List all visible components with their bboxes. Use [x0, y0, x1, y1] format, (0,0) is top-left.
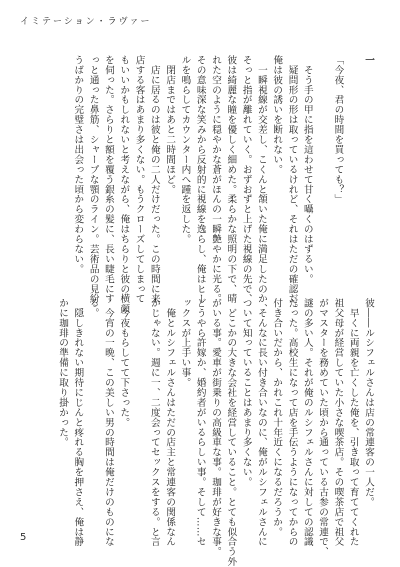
text-line: うばかりの完璧さは出会った頃から変わらない。 [72, 55, 84, 274]
text-line: だった。高校生になって店を手伝うようになってからの [286, 298, 298, 547]
text-line: ックスが上手い事。 [179, 298, 191, 388]
text-line: 店する客はあまり多くない。もうクローズしてしまって [133, 55, 145, 304]
text-line: ルを鳴らしてカウンター内へ踵を返した。 [179, 55, 191, 245]
text-line: れた空のように穏やかな蒼がほんの一瞬艶やかに光る。 [210, 55, 222, 304]
text-line: っと通った鼻筋、シャープな顎のライン。芸術品の見紛 [87, 55, 99, 304]
text-line: を伺った。さらりと額を覆う銀糸の髪に、長い睫毛にす [102, 55, 114, 304]
text-line: がマスターを務めていた頃から通っている古参の常連で、 [317, 298, 329, 557]
text-line [315, 55, 330, 287]
page-number: 5 [20, 532, 27, 543]
text-line: かじゃない。週に一、二度会ってセックスをする。と言 [148, 298, 160, 547]
text-line: かに珈琲の準備に取り掛かった。 [57, 298, 69, 448]
text-line: どこかの大きな会社を経営していること。とても似合う外 [225, 298, 237, 567]
text-line: がいる事。愛車が街乗りの高級車な事。珈琲が好きな事。 [210, 298, 222, 557]
text-line: 一瞬視線が交差し、こくんと頷いた俺に満足したのか、 [255, 55, 267, 314]
text-line: 彼――ルシフェルさんは店の常連客の一人だ。 [363, 298, 374, 507]
text-line: 今宵の一晩、この美しい男の時間は俺だけのものにな [102, 298, 114, 547]
text-line: 今夜もらしてて下さった。 [118, 298, 130, 428]
text-line: 謎の多い人。それが俺のルシフェルさんに対しての認識 [301, 298, 313, 547]
text-line [345, 55, 360, 287]
text-line [131, 298, 146, 530]
text-line: 隠しきれない期待にじんと疼れる胸を押さえ、俺は静 [72, 298, 84, 547]
text-line: その意味深な笑みから反射的に視線を逸らし、俺はヒー [194, 55, 206, 304]
text-line: ついて知っていることはあまり多くない。 [240, 298, 252, 488]
text-line: 閉店まではあと二時間ほど。 [164, 55, 176, 195]
section-number: 一 [363, 55, 374, 65]
text-line: そっと指が離れていく。おずおずと上げた視線の先で、 [240, 55, 252, 304]
text-line: 「今夜、君の時間を買っても？」 [332, 55, 344, 205]
text-line: 店に居るのは彼と俺の二人だけだった。この時間に来 [148, 55, 160, 304]
text-line: そんなに長い付き合いなのに、俺がルシフェルさんに [255, 298, 267, 547]
lower-text-block [55, 298, 376, 567]
text-line: 祖父母が経営していた小さな喫茶店。その喫茶店で祖父 [332, 298, 344, 547]
text-line: そう手の甲に指を這わせて甘く囁くのはずるい。 [301, 55, 313, 284]
text-line: 疑問形の形は取っているけれど、それはただの確認だ。 [286, 55, 298, 314]
text-line: 俺とルシフェルさんはただの店主と常連客の関係なん [164, 298, 176, 547]
text-line: 俺は彼の誘いを断れない。 [271, 55, 283, 175]
running-header: イミテーション・ラヴァー [20, 17, 152, 27]
text-line: もいいかもしれないと考えながら、俺はちらりと彼の横顔 [118, 55, 130, 314]
text-line: 付き合いだから、かれこれ十年近くになるだろうか。 [271, 298, 283, 537]
text-line: る。 [87, 298, 99, 318]
text-line: 早くに両親を亡くした俺を、引き取って育ててくれた [347, 298, 359, 547]
upper-text-block [70, 55, 376, 314]
text-line: 彼は綺麗な瞳を優しく細めた。柔らかな照明の下で、晴 [225, 55, 237, 304]
text-line: どうやら許嫁か、婚約者がいるらしい事。そして……セ [194, 298, 206, 547]
